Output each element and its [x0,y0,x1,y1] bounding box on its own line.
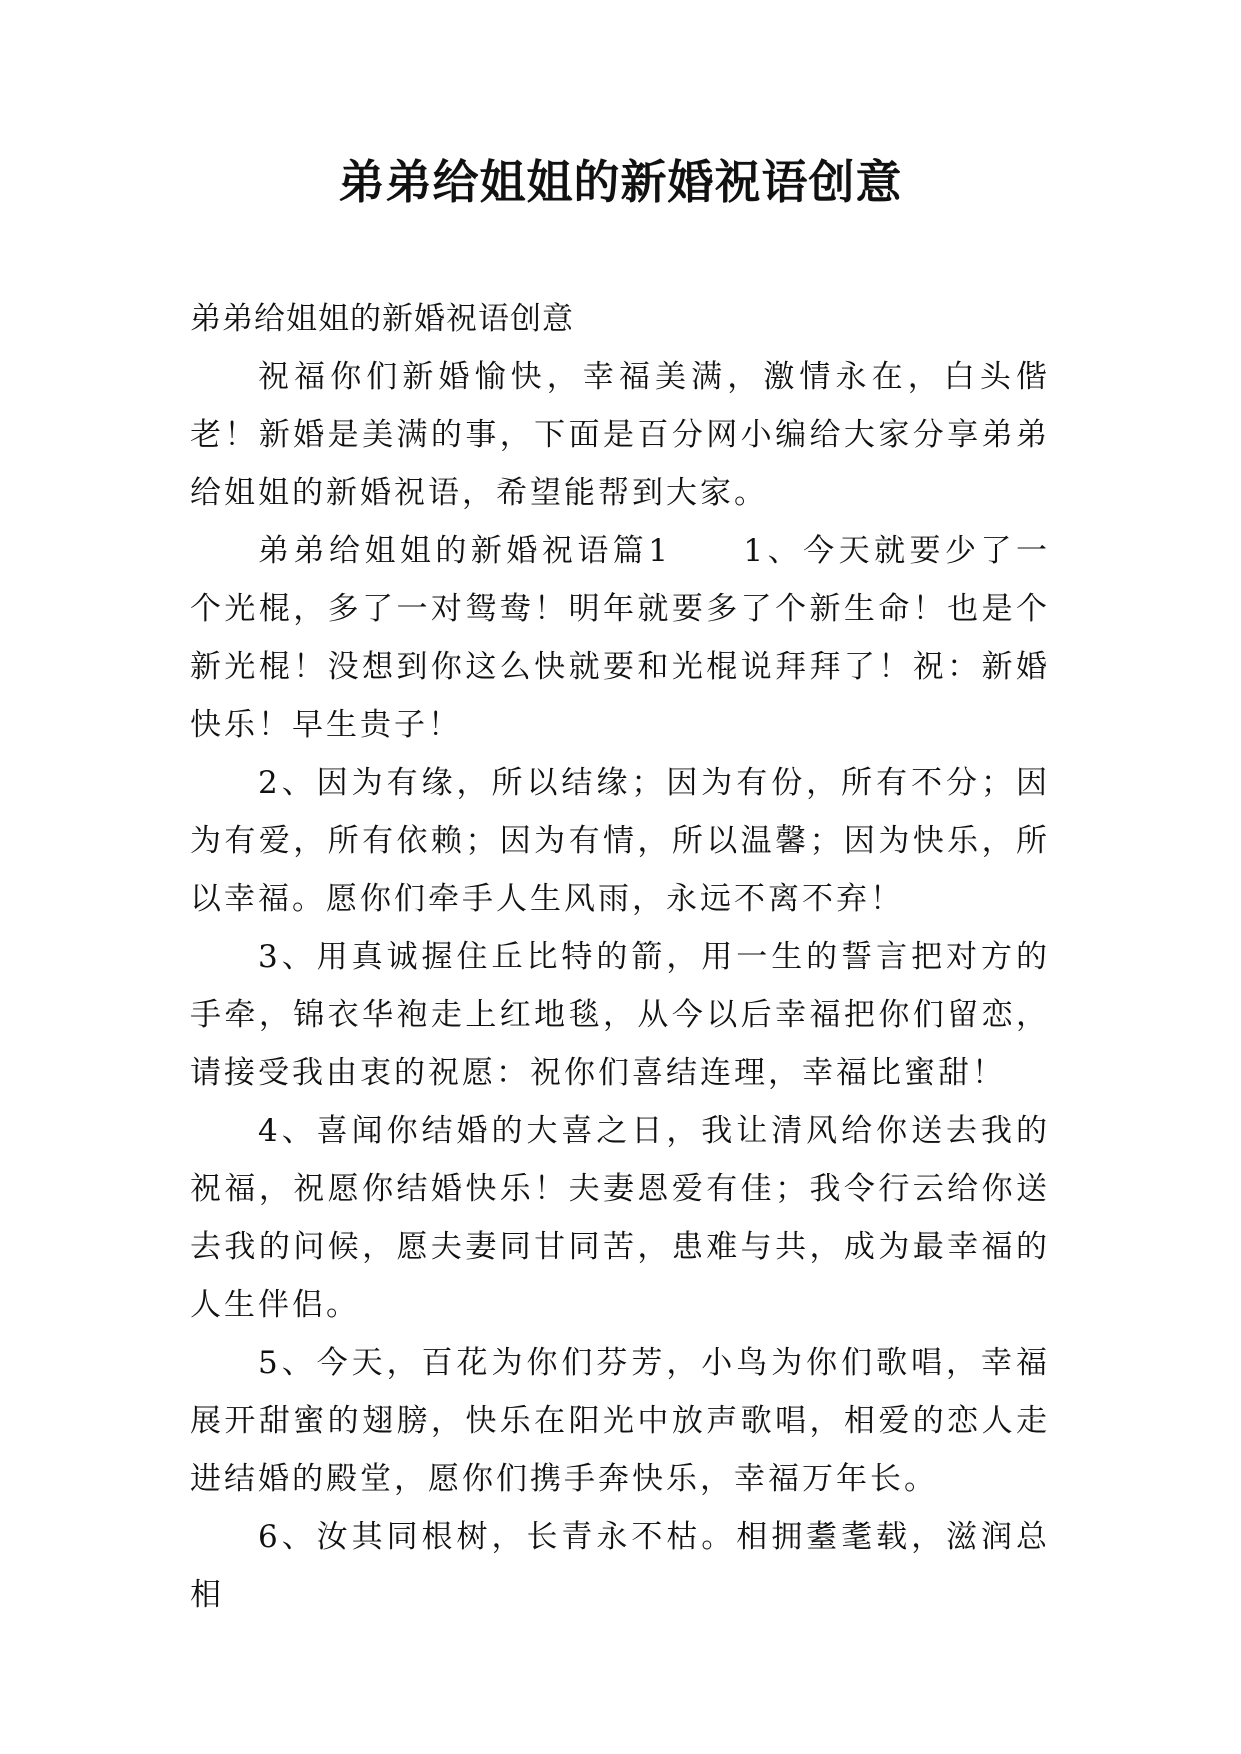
document-title: 弟弟给姐姐的新婚祝语创意 [338,155,903,209]
paragraph-item-2: 2、因为有缘，所以结缘；因为有份，所有不分；因为有爱，所有依赖；因为有情，所以温馨；因为快乐，所以幸福。愿你们牵手人生风雨，永远不离不弃！ [190,765,1050,917]
paragraph-intro: 祝福你们新婚愉快，幸福美满，激情永在，白头偕老！新婚是美满的事，下面是百分网小编给大家分享弟弟给姐姐的新婚祝语，希望能帮到大家。 [190,359,1050,511]
paragraph-item-6: 6、汝其同根树，长青永不枯。相拥耋耄载，滋润总相 [190,1519,1050,1613]
paragraph-item-3: 3、用真诚握住丘比特的箭，用一生的誓言把对方的手牵，锦衣华袍走上红地毯，从今以后幸福把你们留恋，请接受我由衷的祝愿：祝你们喜结连理，幸福比蜜甜！ [190,939,1050,1091]
document-subtitle: 弟弟给姐姐的新婚祝语创意 [190,301,574,337]
paragraph-item-4: 4、喜闻你结婚的大喜之日，我让清风给你送去我的祝福，祝愿你结婚快乐！夫妻恩爱有佳；我令行云给你送去我的问候，愿夫妻同甘同苦，患难与共，成为最幸福的人生伴侣。 [190,1113,1050,1323]
document-body [190,290,1050,1624]
paragraph-item-1: 弟弟给姐姐的新婚祝语篇1 1、今天就要少了一个光棍，多了一对鸳鸯！明年就要多了个新生命！也是个新光棍！没想到你这么快就要和光棍说拜拜了！祝：新婚快乐！早生贵子！ [190,533,1050,743]
paragraph-item-5: 5、今天，百花为你们芬芳，小鸟为你们歌唱，幸福展开甜蜜的翅膀，快乐在阳光中放声歌唱，相爱的恋人走进结婚的殿堂，愿你们携手奔快乐，幸福万年长。 [190,1345,1050,1497]
